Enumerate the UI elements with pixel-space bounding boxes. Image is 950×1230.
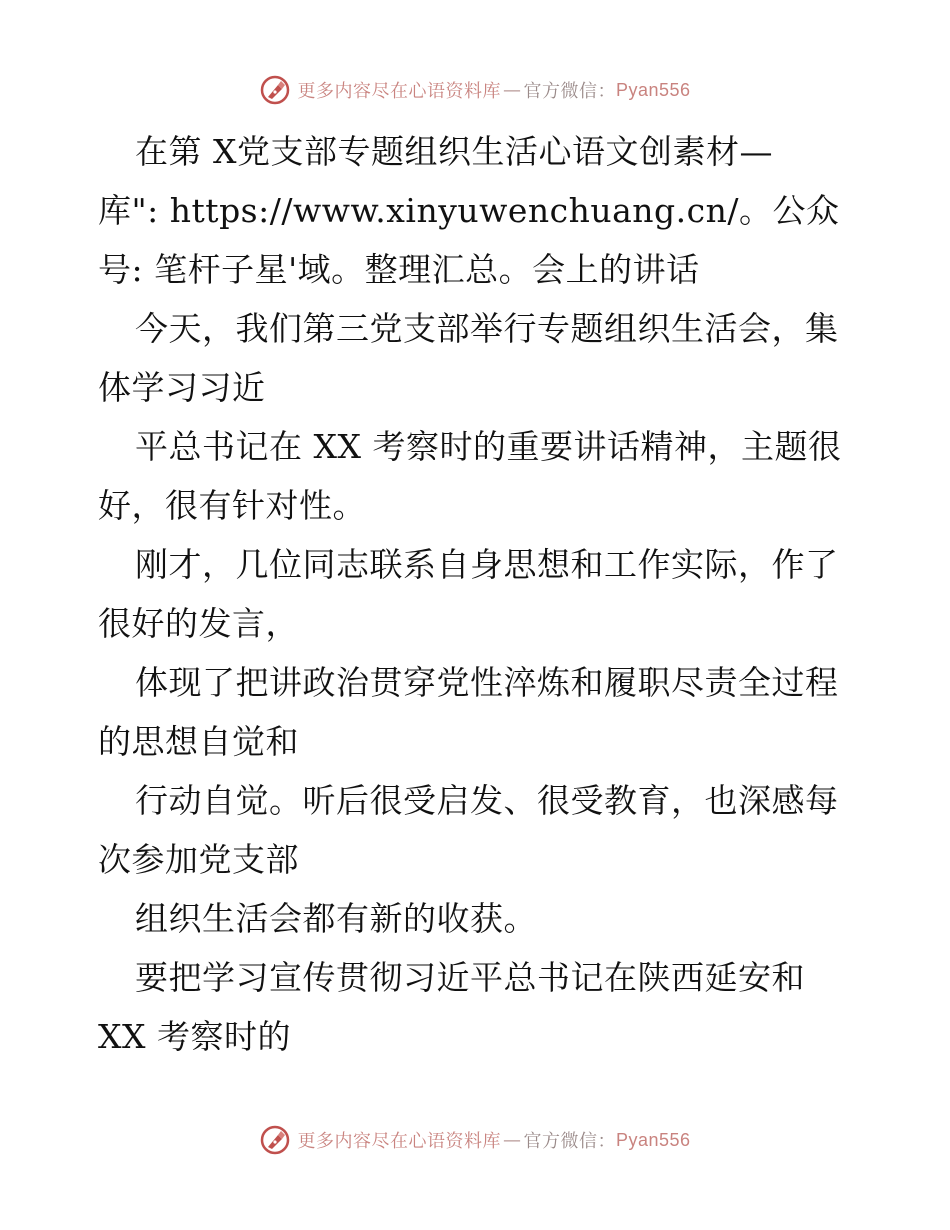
text-line: 今天，我们第三党支部举行专题组织生活会，集 bbox=[135, 309, 839, 348]
pen-nib-circle-icon bbox=[259, 74, 291, 106]
text-line: 平总书记在 XX 考察时的重要讲话精神，主题很 bbox=[135, 427, 842, 466]
watermark-main-text: 更多内容尽在心语资料库 bbox=[297, 81, 501, 102]
watermark-dash: — bbox=[502, 1129, 522, 1151]
footer-watermark-banner bbox=[0, 1120, 950, 1160]
watermark-wechat-label: 官方微信： bbox=[523, 1131, 616, 1152]
text-line: 号: 笔杆子星'域。整理汇总。会上的讲话 bbox=[98, 250, 700, 289]
text-line: 在第 X党支部专题组织生活心语文创素材— bbox=[135, 132, 773, 171]
text-line: 的思想自觉和 bbox=[98, 722, 299, 761]
watermark-wechat-id: Pyan556 bbox=[615, 79, 691, 100]
text-line: 组织生活会都有新的收获。 bbox=[135, 899, 537, 938]
text-line: 库": https://www.xinyuwenchuang.cn/。公众 bbox=[98, 191, 840, 230]
text-line: XX 考察时的 bbox=[98, 1017, 291, 1056]
text-line: 体学习习近 bbox=[98, 368, 266, 407]
text-line: 体现了把讲政治贯穿党性淬炼和履职尽责全过程 bbox=[135, 663, 839, 702]
watermark-dash: — bbox=[502, 79, 522, 101]
watermark-wechat-id: Pyan556 bbox=[615, 1129, 691, 1150]
text-line: 很好的发言， bbox=[98, 604, 299, 643]
watermark-main-text: 更多内容尽在心语资料库 bbox=[297, 1131, 501, 1152]
text-line: 要把学习宣传贯彻习近平总书记在陕西延安和 bbox=[135, 958, 805, 997]
header-watermark-banner bbox=[0, 70, 950, 110]
text-line: 行动自觉。听后很受启发、很受教育，也深感每 bbox=[135, 781, 839, 820]
text-line: 次参加党支部 bbox=[98, 840, 299, 879]
text-line: 刚才，几位同志联系自身思想和工作实际，作了 bbox=[135, 545, 839, 584]
pen-nib-circle-icon bbox=[259, 1124, 291, 1156]
watermark-wechat-label: 官方微信： bbox=[523, 81, 616, 102]
text-line: 好，很有针对性。 bbox=[98, 486, 366, 525]
document-body bbox=[98, 122, 858, 1066]
